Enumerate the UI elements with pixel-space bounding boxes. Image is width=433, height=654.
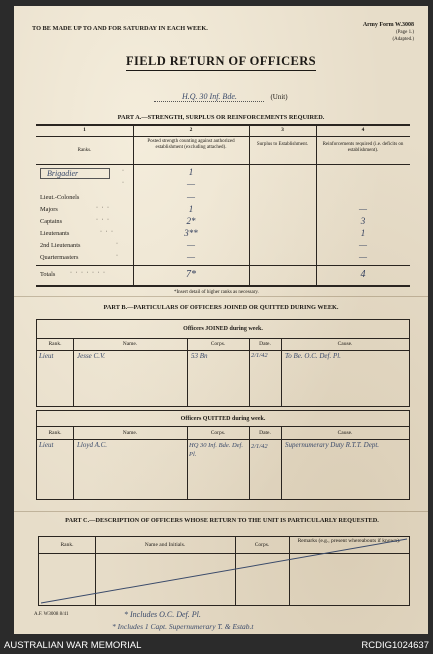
col-header-corps: Corps.	[254, 542, 270, 548]
col-header-ranks: Ranks.	[77, 148, 92, 153]
strength-cell: 3**	[184, 228, 198, 238]
joined-date: 2/1/42	[251, 352, 268, 359]
quitted-cause: Supernumerary Duty R.T.T. Dept.	[285, 441, 380, 449]
part-a-heading: PART A.—STRENGTH, SURPLUS OR REINFORCEMENTS REQUIRED.	[117, 114, 325, 121]
col-header-surplus: Surplus to Establishment.	[256, 142, 309, 147]
rank-cell: Captains	[40, 218, 63, 225]
col-header-reinforcements: Reinforcements required (i.e. deficits on establishment).	[322, 142, 404, 153]
col-header-remarks: Remarks (e.g., present whereabouts if known).	[297, 538, 401, 544]
diagonal-line	[41, 539, 407, 603]
rank-cell: Lieut.-Colonels	[40, 194, 80, 201]
table-row	[36, 180, 410, 192]
strength-cell: —	[186, 240, 195, 250]
rank-cell: Brigadier	[40, 168, 110, 179]
totals-strength: 7*	[186, 269, 196, 280]
dot-leader: ·	[122, 180, 125, 186]
reinf-cell: 1	[360, 228, 366, 238]
col-header-rank: Rank.	[48, 430, 62, 436]
totals-reinf: 4	[360, 269, 366, 280]
col-header-date: Date.	[259, 430, 271, 436]
unit-line	[14, 92, 428, 102]
col-header-strength: Posted strength counting against authorized establishment (excluding attached).	[147, 139, 235, 150]
col-number: 1	[83, 127, 86, 133]
strength-cell: 1	[188, 167, 194, 177]
strength-cell: 1	[188, 204, 194, 214]
col-header-corps: Corps.	[210, 341, 226, 347]
unit-value: H.Q. 30 Inf. Bde.	[154, 92, 264, 102]
quitted-date: 2/1/42	[251, 443, 268, 450]
cancel-stroke	[39, 537, 409, 605]
part-a-footnote: *Insert detail of higher ranks as necessary.	[174, 290, 259, 295]
totals-row	[36, 269, 410, 283]
col-header-date: Date.	[259, 341, 271, 347]
form-number	[363, 22, 414, 43]
reinf-cell: —	[358, 204, 367, 214]
strength-cell: 2*	[186, 216, 196, 226]
col-header-cause: Cause.	[337, 430, 353, 436]
table-row	[36, 253, 410, 265]
reinf-cell: 3	[360, 216, 366, 226]
handwritten-note-2: * Includes 1 Capt. Supernumerary T. & Estab.t	[112, 622, 254, 631]
form-number-text: Army Form W.3008	[362, 22, 414, 28]
dot-leader: · · ·	[100, 229, 114, 235]
page-title	[14, 54, 428, 71]
joined-corps: 53 Bn	[191, 352, 208, 360]
col-header-name-initials: Name and Initials.	[144, 542, 186, 548]
form-stamp: A.F. W3008 8/41	[34, 612, 69, 617]
dot-leader: · · ·	[96, 205, 110, 211]
part-c-heading: PART C.—DESCRIPTION OF OFFICERS WHOSE RETURN TO THE UNIT IS PARTICULARLY REQUESTED.	[65, 517, 379, 524]
part-c-table	[38, 536, 410, 606]
dot-leader: · · · · · · ·	[70, 270, 106, 276]
quitted-rank: Lieut	[39, 441, 54, 449]
part-b-heading: PART B.—PARTICULARS OF OFFICERS JOINED OR QUITTED DURING WEEK.	[103, 304, 339, 311]
reinf-cell: —	[358, 240, 367, 250]
col-header-name: Name.	[122, 341, 138, 347]
col-header-rank: Rank.	[48, 341, 62, 347]
col-number: 4	[361, 127, 365, 133]
unit-label: (Unit)	[270, 93, 288, 101]
form-adapted: (Adapted.)	[392, 37, 414, 42]
rank-cell: Lieutenants	[40, 230, 70, 237]
fold-crease	[14, 296, 428, 297]
form-sheet	[14, 6, 428, 634]
joined-table	[36, 319, 410, 407]
totals-label: Totals	[40, 271, 56, 278]
joined-name: Jesse C.V.	[77, 352, 106, 360]
archive-footer	[0, 636, 433, 654]
footer-record-id: RCDIG1024637	[361, 640, 429, 651]
rank-cell: 2nd Lieutenants	[40, 242, 81, 249]
rank-cell: Quartermasters	[40, 254, 79, 261]
quitted-name: Lloyd A.C.	[77, 441, 108, 449]
quitted-corps: HQ 30 Inf. Bde. Def. Pl.	[189, 442, 243, 458]
col-header-rank: Rank.	[60, 542, 74, 548]
fold-crease	[14, 511, 428, 512]
strength-cell: —	[186, 192, 195, 202]
strength-cell: —	[186, 179, 195, 189]
joined-rank: Lieut	[39, 352, 54, 360]
dot-leader: ·	[122, 168, 125, 174]
quitted-title: Officers QUITTED during week.	[180, 416, 266, 422]
col-number: 3	[281, 127, 284, 133]
handwritten-note-1: * Includes O.C. Def. Pl.	[124, 610, 201, 619]
rank-cell: Majors	[40, 206, 58, 213]
col-header-cause: Cause.	[337, 341, 353, 347]
joined-title: Officers JOINED during week.	[183, 326, 263, 332]
footer-institution: AUSTRALIAN WAR MEMORIAL	[4, 640, 142, 651]
quitted-table	[36, 410, 410, 500]
col-header-corps: Corps.	[210, 430, 226, 436]
form-page: (Page 1.)	[395, 30, 414, 35]
dot-leader: ·	[116, 253, 119, 259]
dot-leader: · · ·	[96, 217, 110, 223]
joined-cause: To Be. O.C. Def. Pl.	[285, 352, 341, 360]
title-text: FIELD RETURN OF OFFICERS	[126, 54, 316, 71]
top-instruction: TO BE MADE UP TO AND FOR SATURDAY IN EACH WEEK.	[32, 25, 208, 32]
strength-cell: —	[186, 252, 195, 262]
part-a-table	[36, 124, 410, 289]
reinf-cell: —	[358, 252, 367, 262]
col-number: 2	[189, 127, 193, 133]
col-header-name: Name.	[122, 430, 138, 436]
dot-leader: ·	[116, 241, 119, 247]
